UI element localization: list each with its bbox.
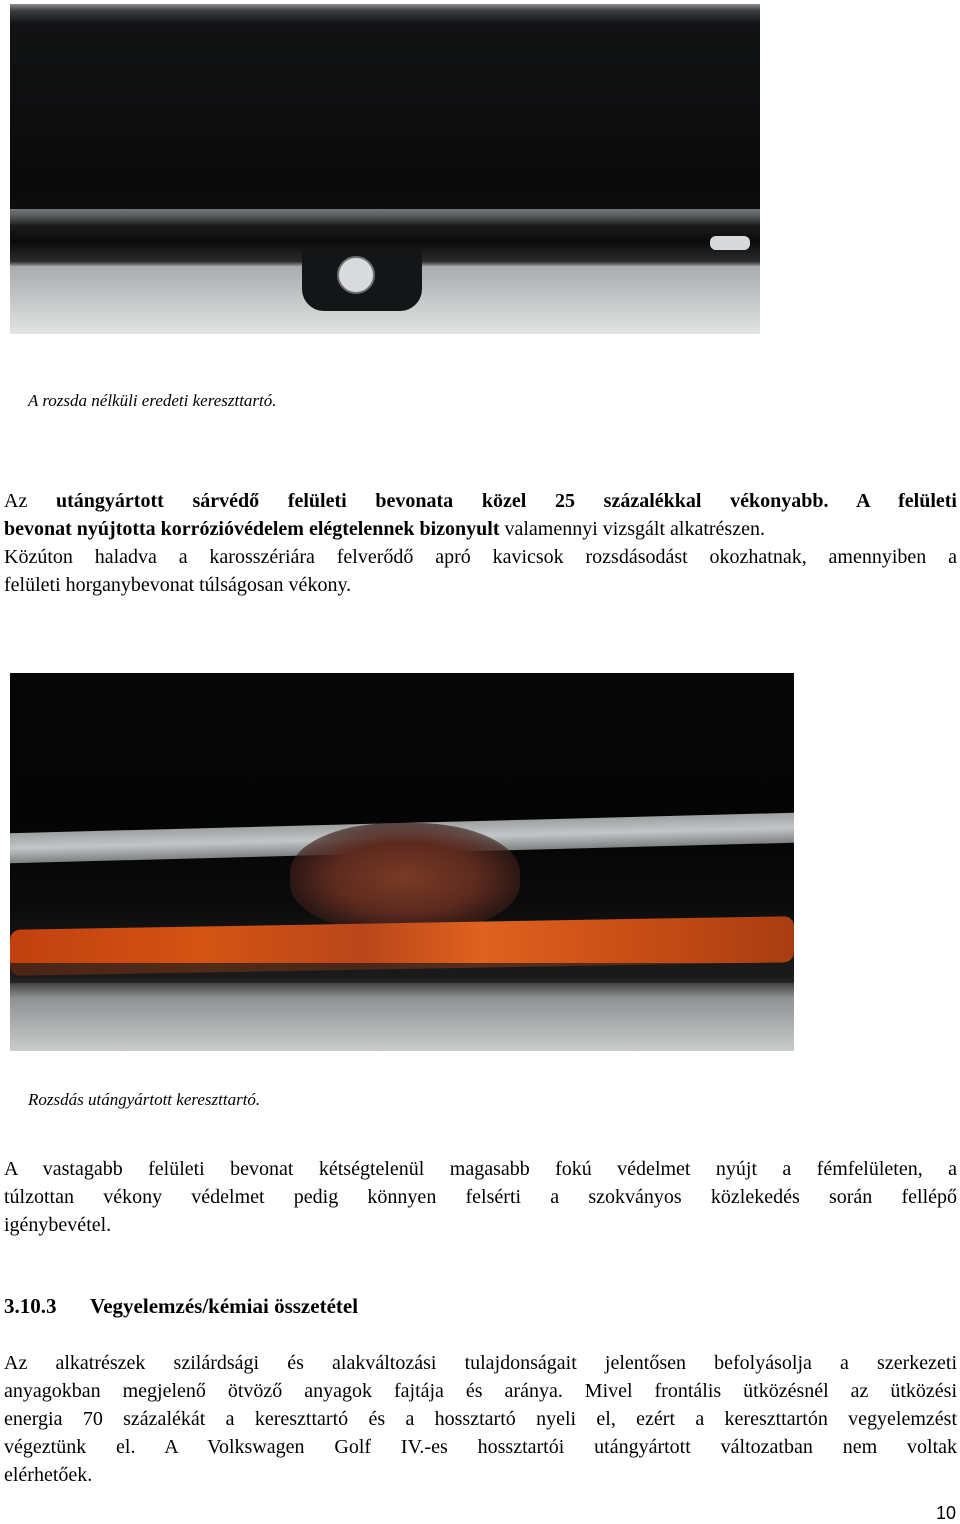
photo-rusted-crossmember <box>10 673 794 1051</box>
mounting-hole <box>337 256 375 294</box>
text-run: Az <box>4 490 57 512</box>
text-run: felületi horganybevonat túlságosan vékony. <box>4 574 352 596</box>
page-number: 10 <box>935 1503 956 1523</box>
paragraph-line <box>4 571 957 599</box>
paragraph-line: igénybevétel. <box>4 1214 112 1236</box>
paragraph-line: végeztünk el. A Volkswagen Golf IV.-es hossztartói utángyártott változatban nem voltak <box>4 1436 957 1458</box>
section-title: Vegyelemzés/kémiai összetétel <box>90 1294 359 1318</box>
metal-highlight <box>710 236 750 250</box>
shadow-strip <box>10 963 794 983</box>
paragraph-chemical-analysis <box>4 1349 957 1489</box>
paragraph-line: elérhetőek. <box>4 1464 93 1486</box>
figure1-caption: A rozsda nélküli eredeti kereszttartó. <box>28 391 277 410</box>
section-heading <box>4 1294 358 1319</box>
text-run: Közúton haladva a karosszériára felverődő apró kavicsok rozsdásodást okozhatnak, amennyiben a <box>4 546 957 568</box>
bold-text: utángyártott sárvédő felületi bevonata közel 25 százalékkal vékonyabb. A felületi <box>56 490 957 512</box>
section-number: 3.10.3 <box>4 1294 57 1318</box>
crossmember-flange <box>10 209 760 223</box>
paragraph-protection <box>4 1155 957 1239</box>
text-run: valamennyi vizsgált alkatrészen. <box>499 518 765 540</box>
paragraph-line: energia 70 százalékát a kereszttartó és a hossztartó nyeli el, ezért a kereszttartón vegyelemzést <box>4 1408 957 1430</box>
rust-spot <box>290 823 520 933</box>
paragraph-line <box>4 543 957 571</box>
bold-text: bevonat nyújtotta korrózióvédelem elégtelennek bizonyult <box>4 518 500 540</box>
paragraph-line <box>4 515 957 543</box>
paragraph-line <box>4 487 957 515</box>
paragraph-coating <box>4 487 957 599</box>
paragraph-line: A vastagabb felületi bevonat kétségtelenül magasabb fokú védelmet nyújt a fémfelületen, a <box>4 1158 957 1180</box>
figure2-caption: Rozsdás utángyártott kereszttartó. <box>28 1090 261 1109</box>
paragraph-line: túlzottan vékony védelmet pedig könnyen felsérti a szokványos közlekedés során fellépő <box>4 1186 957 1208</box>
paragraph-line: Az alkatrészek szilárdsági és alakváltozási tulajdonságait jelentősen befolyásolja a szerkezeti <box>4 1352 957 1374</box>
paragraph-line: anyagokban megjelenő ötvöző anyagok fajtája és aránya. Mivel frontális ütközésnél az ütközési <box>4 1380 957 1402</box>
photo-original-crossmember <box>10 4 760 334</box>
